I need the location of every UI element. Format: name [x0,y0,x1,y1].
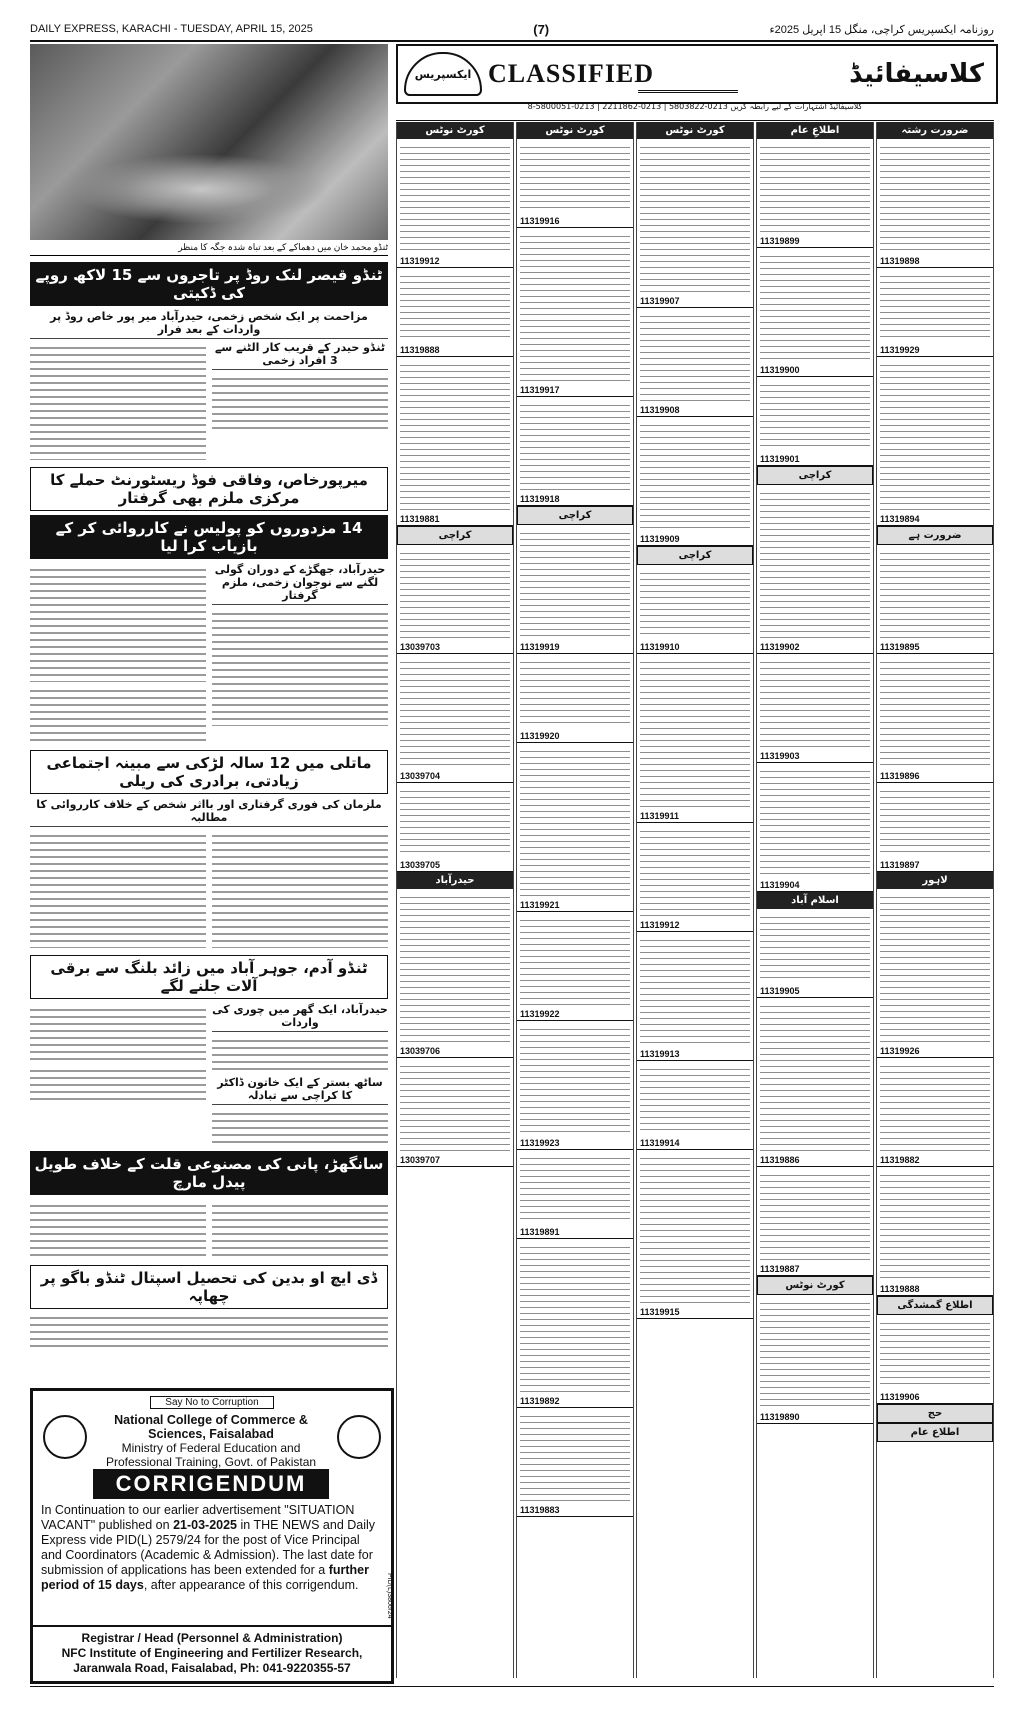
page-number: (7) [533,21,550,37]
headline: ماتلی میں 12 سالہ لڑکی سے مبینہ اجتماعی زیادتی، برادری کی ریلی [30,750,388,794]
ad-number: 13039706 [397,1045,513,1058]
ad-number: 13039705 [397,859,513,872]
ad-number: 11319888 [877,1283,993,1296]
ad-text [520,1024,630,1134]
ad-number: 11319917 [517,384,633,397]
ad-text [880,657,990,767]
footer-line: NFC Institute of Engineering and Fertilizer Research, [61,1646,363,1660]
news-body [30,1001,388,1147]
classified-column [516,122,634,1678]
ministry-name: Ministry of Federal Education and Professional Training, Govt. of Pakistan [105,1441,317,1469]
footer-line: Registrar / Head (Personnel & Administration) [81,1631,343,1645]
ad-number: 11319899 [757,235,873,248]
ad-text [880,548,990,638]
ad-number: 11319915 [637,1306,753,1319]
ad-number: 11319890 [757,1411,873,1424]
ad-text [520,231,630,381]
subheadline: ٹنڈو حیدر کے قریب کار الٹنے سے 3 افراد زخمی [212,339,388,370]
section-heading: کراچی [517,506,633,525]
ad-number: 11319913 [637,1048,753,1061]
masthead-bar [30,18,994,42]
ad-number: 11319895 [877,641,993,654]
ad-text [400,360,510,510]
ad-footer [33,1625,391,1681]
classified-column [636,122,754,1678]
ad-text [880,892,990,1042]
ad-text [400,786,510,856]
ad-number: 11319892 [517,1395,633,1408]
ad-text [880,786,990,856]
ad-number: 11319911 [637,810,753,823]
section-heading: حیدرآباد [397,872,513,889]
ad-text [760,1298,870,1408]
ad-number: 13039703 [397,641,513,654]
ad-number: 11319920 [517,730,633,743]
subheadline: مزاحمت پر ایک شخص زخمی، حیدرآباد میر پور خاص روڈ پر واردات کے بعد فرار [30,308,388,339]
ad-text [760,1170,870,1260]
institution-name: National College of Commerce & Sciences, Faisalabad [114,1413,308,1441]
section-heading: کورٹ نوٹس [757,1276,873,1295]
ad-text [400,892,510,1042]
ad-number: 11319905 [757,985,873,998]
page-rule [30,1686,994,1687]
ad-text [520,400,630,490]
ad-text [880,1061,990,1151]
headline: سانگھڑ، پانی کی مصنوعی قلت کے خلاف طویل پیدل مارچ [30,1151,388,1195]
ad-number: 11319896 [877,770,993,783]
ad-number: 11319916 [517,215,633,228]
subheadline: حیدرآباد، جھگڑے کے دوران گولی لگنے سے نوجوان زخمی، ملزم گرفتار [212,561,388,605]
banner-decoration [638,56,738,93]
ad-text [640,935,750,1045]
ad-text [640,657,750,807]
ad-number: 11319906 [877,1391,993,1404]
corrigendum-body: In Continuation to our earlier advertisement "SITUATION VACANT" published on 21-03-2025 in THE NEWS and Daily Express vide PID(L) 2579/24 for the post of Vice Principal and Coordinators (Academic & Admission). The last date for submission of applications has been extended for a further period of 15 days, after appearance of this corrigendum. [41,1503,376,1592]
news-photo [30,44,388,240]
headline: ڈی ایچ او بدین کی تحصیل اسپتال ٹنڈو باگو پر چھاپہ [30,1265,388,1309]
ad-text [880,1170,990,1280]
ad-number: 11319900 [757,364,873,377]
section-heading: حج [877,1404,993,1423]
ad-number: 11319929 [877,344,993,357]
news-body [30,1197,388,1261]
ad-number: 11319914 [637,1137,753,1150]
ad-number: 11319881 [397,513,513,526]
ad-number: 11319912 [637,919,753,932]
express-logo: ایکسپریس [404,52,482,96]
ad-text [760,380,870,450]
headline: میرپورخاص، وفاقی فوڈ ریسٹورنٹ حملے کا مرکزی ملزم بھی گرفتار [30,467,388,511]
ad-number: 11319909 [637,533,753,546]
ad-number: 11319891 [517,1226,633,1239]
pid-number: PID(L)3806/24 [386,1573,393,1619]
ad-text [400,1061,510,1151]
ad-text [880,271,990,341]
ad-number: 11319912 [397,255,513,268]
institution-block [91,1413,331,1469]
ad-text [760,488,870,638]
ad-text [880,142,990,252]
ad-number: 11319918 [517,493,633,506]
news-body [30,561,388,746]
classified-column [876,122,994,1678]
classified-title-en: CLASSIFIED [488,59,655,88]
subheadline: ساٹھ بستر کے ایک خاتون ڈاکٹر کا کراچی سے تبادلہ [212,1074,388,1105]
subheadline: حیدرآباد، ایک گھر میں چوری کی واردات [212,1001,388,1032]
ad-text [640,1153,750,1303]
ad-text [640,826,750,916]
section-heading: اطلاع عام [877,1423,993,1442]
section-heading: اطلاع گمشدگی [877,1296,993,1315]
corrigendum-ad [30,1388,394,1684]
ad-number: 13039704 [397,770,513,783]
ad-text [640,311,750,401]
section-heading: ضرورت ہے [877,526,993,545]
section-heading: کورٹ نوٹس [637,122,753,139]
extension-period: further period of 15 days [41,1563,369,1592]
ad-number: 13039707 [397,1154,513,1167]
ad-text [520,1411,630,1501]
news-text [30,1312,388,1348]
ad-text [400,142,510,252]
classified-column [756,122,874,1678]
ad-text [520,915,630,1005]
college-logo-icon [337,1415,381,1459]
ad-text [520,1153,630,1223]
ad-number: 11319886 [757,1154,873,1167]
ad-text [760,912,870,982]
ad-text [880,1318,990,1388]
ad-text [520,1242,630,1392]
ad-text [520,657,630,727]
ad-text [640,1064,750,1134]
ad-number: 11319901 [757,453,873,466]
ad-number: 11319894 [877,513,993,526]
masthead-left: DAILY EXPRESS, KARACHI - TUESDAY, APRIL 15, 2025 [30,23,313,35]
ad-text [400,657,510,767]
ad-number: 11319908 [637,404,753,417]
ad-text [520,142,630,212]
headline: ٹنڈو آدم، جوہر آباد میں زائد بلنگ سے برقی آلات جلنے لگے [30,955,388,999]
ad-text [760,142,870,232]
ad-number: 11319923 [517,1137,633,1150]
subheadline: ملزمان کی فوری گرفتاری اور بااثر شخص کے خلاف کارروائی کا مطالبہ [30,796,388,827]
ad-text [760,251,870,361]
ad-text [400,271,510,341]
footer-line: Jaranwala Road, Faisalabad, Ph: 041-9220355-57 [73,1661,351,1675]
ad-number: 11319907 [637,295,753,308]
ad-number: 11319910 [637,641,753,654]
ad-text [640,568,750,638]
section-heading: ضرورت رشتہ [877,122,993,139]
masthead-right: روزنامہ ایکسپریس کراچی، منگل 15 اپریل 2025ء [769,23,994,36]
section-heading: کراچی [397,526,513,545]
corrigendum-title: CORRIGENDUM [93,1469,329,1499]
ad-text [760,657,870,747]
ad-text [640,142,750,292]
ad-text [640,420,750,530]
classified-title-ur: کلاسیفائیڈ [849,59,984,89]
section-heading: کراچی [757,466,873,485]
section-heading: اسلام آباد [757,892,873,909]
ad-number: 11319921 [517,899,633,912]
ad-text [520,746,630,896]
ad-number: 11319897 [877,859,993,872]
classified-banner [396,44,998,104]
classified-columns [396,122,994,1678]
say-no-banner: Say No to Corruption [33,1397,391,1408]
news-body [30,827,388,951]
ad-number: 11319904 [757,879,873,892]
govt-seal-icon [43,1415,87,1459]
headline: ٹنڈو قیصر لنک روڈ پر تاجروں سے 15 لاکھ روپے کی ڈکیتی [30,262,388,306]
section-heading: اطلاعِ عام [757,122,873,139]
ad-number: 11319922 [517,1008,633,1021]
ad-text [760,766,870,876]
ad-number: 11319898 [877,255,993,268]
published-date: 21-03-2025 [173,1518,238,1532]
ad-text [400,548,510,638]
classified-column [396,122,514,1678]
ad-number: 11319888 [397,344,513,357]
ad-number: 11319887 [757,1263,873,1276]
section-heading: لاہور [877,872,993,889]
ad-text [520,528,630,638]
ad-number: 11319903 [757,750,873,763]
ad-number: 11319882 [877,1154,993,1167]
section-heading: کراچی [637,546,753,565]
headline: 14 مزدوروں کو پولیس نے کارروائی کر کے بازیاب کرا لیا [30,515,388,559]
ad-number: 11319926 [877,1045,993,1058]
photo-caption: ٹنڈو محمد خان میں دھماکے کے بعد تباہ شدہ جگہ کا منظر [30,242,388,256]
ad-number: 11319902 [757,641,873,654]
ad-text [880,360,990,510]
classified-contact-note: کلاسیفائیڈ اشتہارات کے لیے رابطہ کریں 0213-5803822 | 0213-2211862 | 0213-5800051-8 [396,102,994,121]
news-body [30,339,388,463]
ad-number: 11319883 [517,1504,633,1517]
ad-number: 11319919 [517,641,633,654]
ad-text [760,1001,870,1151]
section-heading: کورٹ نوٹس [517,122,633,139]
section-heading: کورٹ نوٹس [397,122,513,139]
